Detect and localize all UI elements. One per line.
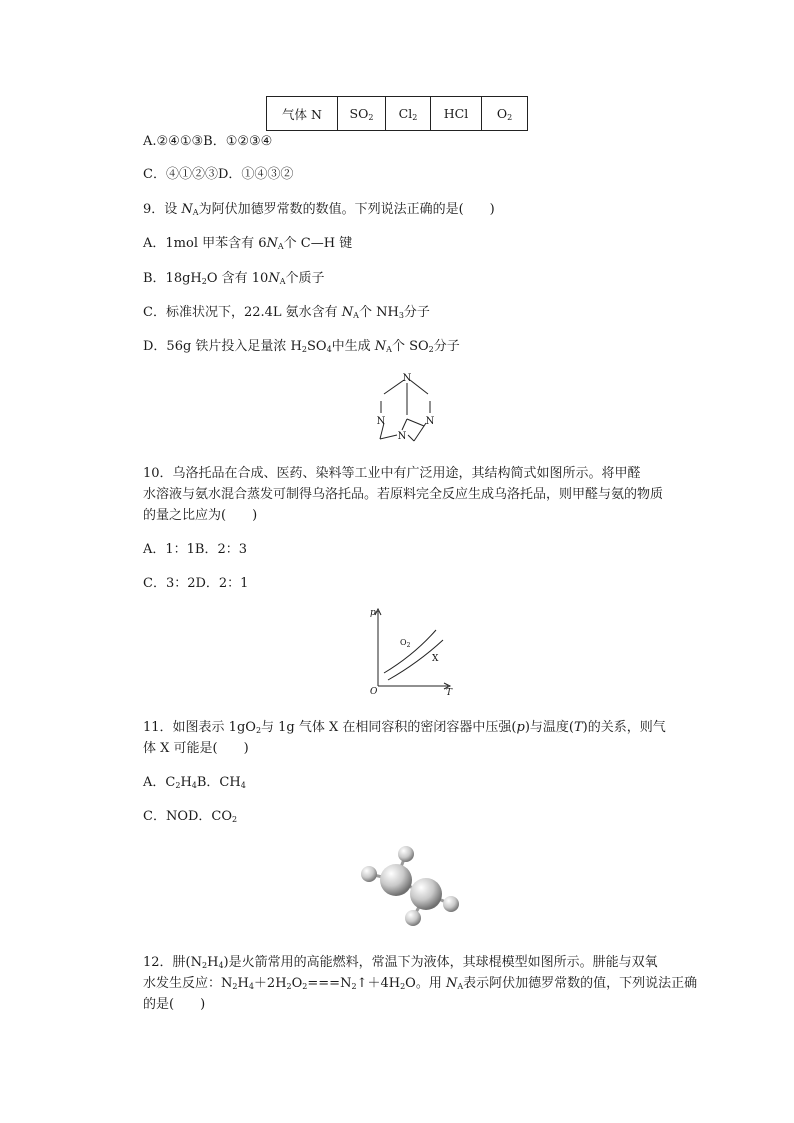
q11-stem-line2: 体 X 可能是( ) — [143, 741, 249, 756]
q11-options-cd: C．NOD．$CO_2$ — [143, 809, 238, 824]
x-axis-label: T — [446, 688, 453, 695]
q9-option-c: C．标准状况下，22.4L 氨水含有 $N_A$个 $NH_3$分子 — [143, 305, 430, 320]
q12-stem-line3: 的是( ) — [143, 997, 206, 1012]
q9-option-a: A．1mol 甲苯含有 $6N_A$个 C—H 键 — [143, 236, 353, 251]
table-row — [267, 97, 528, 131]
table-cell: 气体 N — [267, 97, 338, 131]
q10-options-cd: C．3：2D．2：1 — [143, 576, 249, 591]
q12-stem-line2: 水发生反应：$N_2H_4+2H_2O_2===N_2↑+4H_2O$。用 $N_A$表示阿伏加德罗常数的值，下列说法正确 — [143, 976, 698, 991]
nitrogen-atom — [410, 878, 442, 910]
q9-option-d: D．56g 铁片投入足量浓 $H_2SO_4$中生成 $N_A$个 $SO_2$分子 — [143, 339, 460, 354]
hydrogen-atom — [405, 910, 421, 926]
q10-stem-line1: 10．乌洛托品在合成、医药、染料等工业中有广泛用途，其结构简式如图所示。将甲醛 — [143, 466, 641, 481]
y-axis-label: p — [370, 608, 376, 618]
nitrogen-atom-bottom: N — [397, 431, 407, 442]
q11-options-ab: A．$C_2H_4B$．$CH_4$ — [143, 775, 246, 790]
q8-options-ab: A.②④①③B．①②③④ — [143, 134, 273, 149]
q12-stem-line1: 12．肼$(N_2H_4)$是火箭常用的高能燃料，常温下为液体，其球棍模型如图所示。肼能与双氧 — [143, 955, 658, 970]
hydrogen-atom — [398, 846, 414, 862]
nitrogen-atom-right: N — [425, 416, 435, 427]
q10-stem-line2: 水溶液与氨水混合蒸发可制得乌洛托品。若原料完全反应生成乌洛托品，则甲醛与氨的物质 — [143, 487, 664, 502]
table-cell: $O_2$ — [482, 97, 528, 131]
hydrogen-atom — [361, 866, 377, 882]
origin-label: O — [370, 687, 378, 695]
urotropine-structure — [366, 367, 446, 445]
q9-option-b: B．$18gH_2O$ 含有 $10N_A$个质子 — [143, 271, 325, 286]
q10-stem-line3: 的量之比应为( ) — [143, 508, 258, 523]
hydrogen-atom — [443, 896, 459, 912]
nitrogen-atom-top: N — [402, 373, 412, 384]
o2-curve-label: $O_2$ — [400, 638, 411, 649]
nitrogen-atom-left: N — [376, 416, 386, 427]
gas-table — [266, 96, 528, 131]
q10-options-ab: A．1：1B．2：3 — [143, 542, 248, 557]
pressure-temperature-graph — [366, 603, 458, 695]
q9-stem: 9．设 $N_A$为阿伏加德罗常数的数值。下列说法正确的是( ) — [143, 202, 495, 217]
table-cell: HCl — [431, 97, 482, 131]
table-cell: $Cl_2$ — [386, 97, 431, 131]
x-curve-label: X — [432, 654, 439, 664]
q11-stem-line1: 11．如图表示 $1gO_2$与 1g 气体 X 在相同容积的密闭容器中压强(p)与温度(T)的关系，则气 — [143, 720, 666, 735]
table-cell: $SO_2$ — [338, 97, 386, 131]
nitrogen-atom — [380, 864, 412, 896]
q8-options-cd: C．④①②③D．①④③② — [143, 167, 294, 182]
hydrazine-ball-stick-model — [352, 838, 464, 934]
